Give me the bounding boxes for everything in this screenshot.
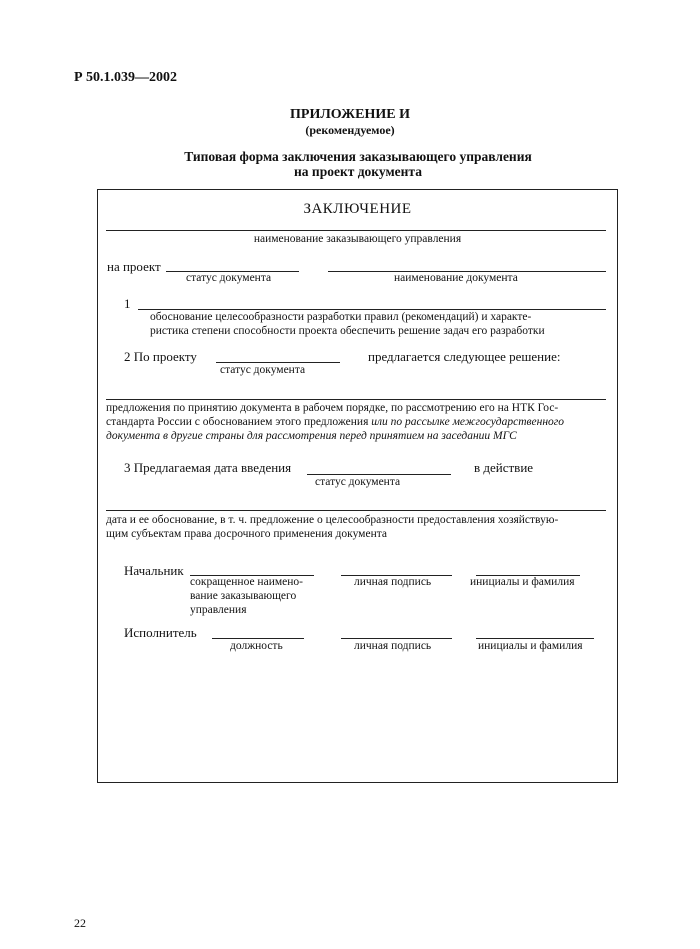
document-code: Р 50.1.039—2002 (74, 70, 178, 85)
form-title-line-2: на проект документа (294, 164, 422, 179)
item-3-status-line (307, 474, 451, 475)
item-2-para-line-2 (106, 415, 564, 429)
chief-sign-caption: личная подпись (354, 576, 432, 588)
item-1-caption-line-2: ристика степени способности проекта обеспечить решение задач его разработки (150, 325, 545, 337)
executor-label: Исполнитель (124, 625, 197, 640)
doc-name-caption: наименование документа (394, 272, 518, 284)
appendix-title: ПРИЛОЖЕНИЕ И (290, 107, 410, 122)
form-title-line-1: Типовая форма заключения заказывающего управления (184, 149, 532, 164)
chief-caption-line-3: управления (190, 604, 247, 616)
executor-initials-line (476, 638, 594, 639)
executor-sign-caption: личная подпись (354, 640, 432, 652)
form-heading: ЗАКЛЮЧЕНИЕ (303, 201, 412, 217)
chief-initials-caption: инициалы и фамилия (470, 576, 575, 588)
executor-initials-caption: инициалы и фамилия (478, 640, 583, 652)
item-2-para-line-2-italic: или по рассылке межгосударственного (371, 416, 565, 428)
item-2-para-line-2-normal: стандарта России с обоснованием этого предложения (106, 416, 372, 428)
item-1-number: 1 (124, 296, 131, 311)
org-name-caption: наименование заказывающего управления (253, 233, 462, 245)
item-2-para-line-1: предложения по принятию документа в рабочем порядке, по рассмотрению его на НТК Гос- (106, 402, 559, 414)
page-number: 22 (74, 916, 86, 930)
item-2-status-line (216, 362, 340, 363)
chief-label: Начальник (124, 563, 184, 578)
item-3-label: 3 Предлагаемая дата введения (124, 460, 292, 475)
item-3-status-caption: статус документа (315, 476, 401, 488)
status-caption: статус документа (186, 272, 272, 284)
item-2-suffix: предлагается следующее решение: (368, 349, 561, 364)
chief-caption-line-1: сокращенное наимено- (190, 576, 303, 588)
appendix-subtitle: (рекомендуемое) (305, 123, 395, 137)
item-2-decision-line (106, 399, 606, 400)
org-name-line (106, 230, 606, 231)
executor-position-line (212, 638, 304, 639)
item-3-para-line-2: щим субъектам права досрочного применения документа (106, 528, 387, 540)
item-1-line (138, 309, 606, 310)
executor-sign-line (341, 638, 452, 639)
item-2-label: 2 По проекту (124, 349, 197, 364)
executor-position-caption: должность (230, 640, 283, 652)
item-3-para-line-1: дата и ее обоснование, в т. ч. предложение о целесообразности предоставления хозяйствую- (106, 514, 559, 526)
item-3-date-line (106, 510, 606, 511)
na-proekt-label: на проект (107, 259, 161, 274)
item-2-para-line-3: документа в другие страны для рассмотрения перед принятием на заседании МГС (106, 430, 517, 442)
form-frame (97, 189, 618, 783)
chief-caption-line-2: вание заказывающего (190, 590, 297, 602)
item-1-caption-line-1: обоснование целесообразности разработки правил (рекомендаций) и характе- (150, 311, 532, 323)
item-3-suffix: в действие (474, 460, 534, 475)
item-2-status-caption: статус документа (220, 364, 306, 376)
